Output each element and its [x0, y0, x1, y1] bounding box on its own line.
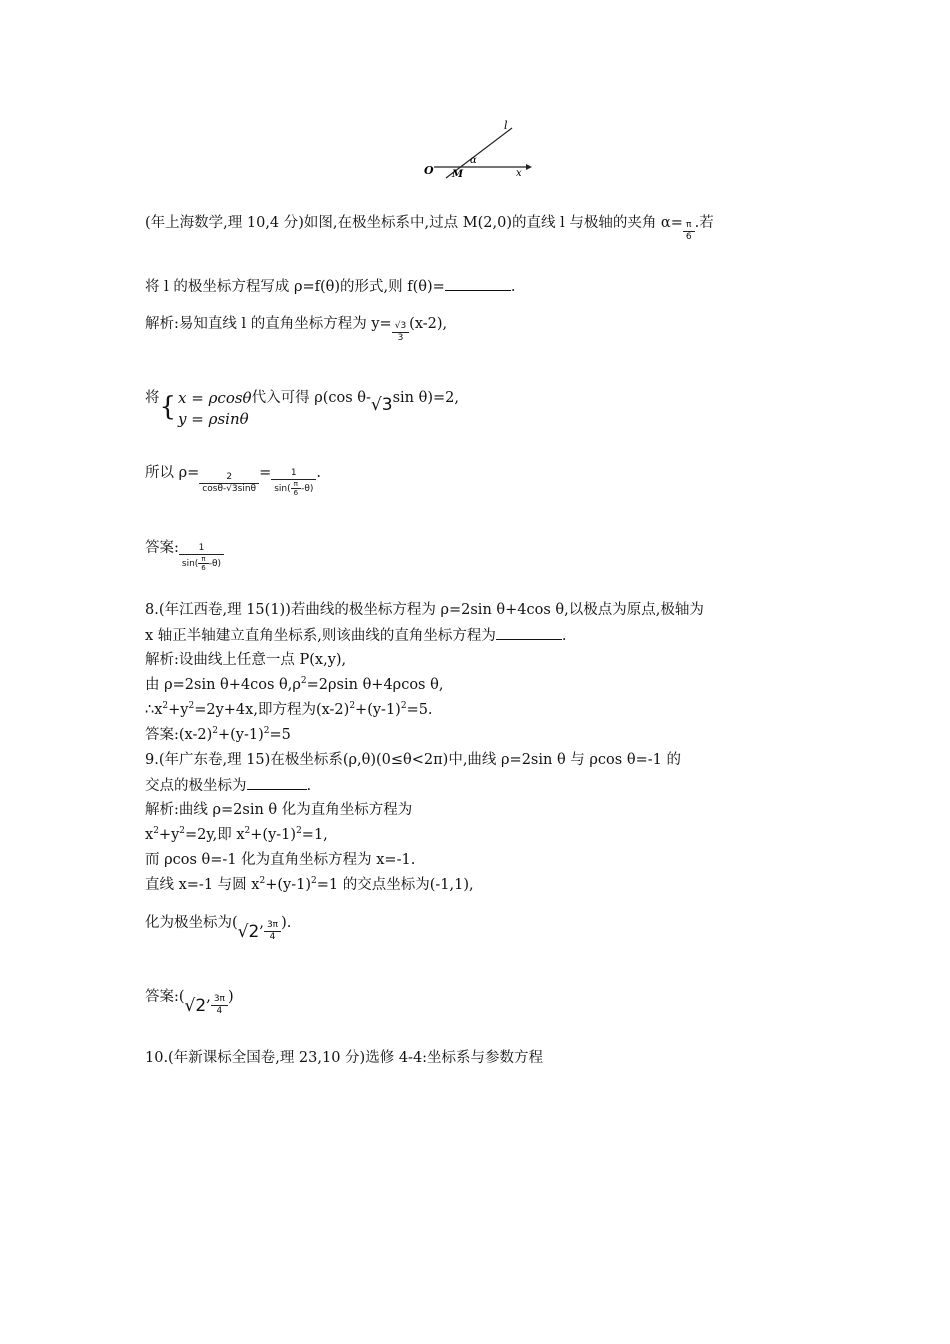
- q8-sol3: $\therefore x^2+y^2=2y+4x$,即方程为$(x-2)^2+(y-1)^2=5$.: [145, 701, 433, 718]
- polar-axis-arrow: [526, 164, 532, 170]
- q7-sol2: 将{ x = ρcosθ y = ρsinθ 代入可得 ρ(cos θ-√3sin θ)=2,: [145, 389, 459, 428]
- q7-sol3: 所以 ρ= $\frac{2}{\cos\theta-√3\sin\theta}$ = 1 sin( $\frac{\pi}{6}$ -θ) .: [145, 465, 321, 497]
- label-x: x: [516, 168, 522, 179]
- polar-diagram: [420, 118, 535, 182]
- q9-answer: 答案:(√2, $\frac{3\pi}{4}$ ): [145, 989, 234, 1016]
- label-M: M: [452, 169, 464, 180]
- answer-blank: [496, 625, 562, 640]
- q8-answer: 答案$:(x-2)^2+(y-1)^2=5$: [145, 726, 291, 743]
- q9-line2: 交点的极坐标为 .: [145, 775, 311, 796]
- label-O: O: [424, 164, 434, 177]
- fraction-2-over-cos: $\frac{2}{\cos\theta-√3\sin\theta}$: [199, 472, 259, 495]
- fraction-1-over-sin: 1 sin( $\frac{\pi}{6}$ -θ): [271, 468, 316, 497]
- q8-sol1: 解析:设曲线上任意一点 P(x,y),: [145, 652, 347, 668]
- brace-icon: {: [159, 392, 177, 422]
- q7-answer: 答案: 1 sin( $\frac{\pi}{6}$ -θ): [145, 538, 224, 572]
- q9-sol1: 解析:曲线 ρ=2sin θ 化为直角坐标方程为: [145, 802, 413, 818]
- q9-line1: 9.(年广东卷,理 15)在极坐标系(ρ,θ)(0≤θ<2π)中,曲线 ρ=2sin θ 与 ρcos θ=-1 的: [145, 752, 681, 768]
- q7-line2: 将 l 的极坐标方程写成 ρ=f(θ)的形式,则 f(θ)= .: [145, 276, 515, 297]
- alpha-fraction: $\frac{\pi}{6}$: [683, 220, 695, 243]
- q8-sol2: 由 ρ=2sin θ+4cos $\theta,\rho^2=2\rho\sin$ θ+4ρcos θ,: [145, 676, 444, 693]
- sqrt3-over-3: $\frac{√3}{3}$: [392, 321, 409, 344]
- q9-sol5: 化为极坐标为(√2, $\frac{3\pi}{4}$ ).: [145, 915, 292, 942]
- fraction-3pi-over-4: $\frac{3\pi}{4}$: [264, 920, 281, 943]
- q7-line1: (年上海数学,理 10,4 分)如图,在极坐标系中,过点 M(2,0)的直线 l 与极轴的夹角 α= $\frac{\pi}{6}$ .若: [145, 215, 714, 242]
- answer-blank: [445, 276, 511, 291]
- q8-line2: x 轴正半轴建立直角坐标系,则该曲线的直角坐标方程为 .: [145, 625, 567, 646]
- answer-blank: [247, 775, 307, 790]
- q9-sol4: 直线 x=-1 与圆 $x^2+(y-1)^2=1$ 的交点坐标为(-1,1),: [145, 876, 474, 893]
- q10-line1: 10.(年新课标全国卷,理 23,10 分)选修 4-4:坐标系与参数方程: [145, 1050, 544, 1066]
- q8-line1: 8.(年江西卷,理 15(1))若曲线的极坐标方程为 ρ=2sin θ+4cos θ,以极点为原点,极轴为: [145, 602, 704, 618]
- q9-sol2: $x^2+y^2=2y$,即 $x^2+(y-1)^2=1$,: [145, 826, 328, 843]
- q7-sol1: 解析:易知直线 l 的直角坐标方程为 y= $\frac{√3}{3}$ (x-2),: [145, 316, 448, 343]
- equation-system: { x = ρcosθ y = ρsinθ: [159, 389, 252, 428]
- label-alpha: α: [470, 155, 477, 166]
- answer-fraction: $\frac{3\pi}{4}$: [211, 994, 228, 1017]
- label-l: l: [504, 119, 508, 132]
- q9-sol3: 而 ρcos θ=-1 化为直角坐标方程为 x=-1.: [145, 852, 416, 868]
- answer-fraction: 1 sin( $\frac{\pi}{6}$ -θ): [179, 543, 224, 572]
